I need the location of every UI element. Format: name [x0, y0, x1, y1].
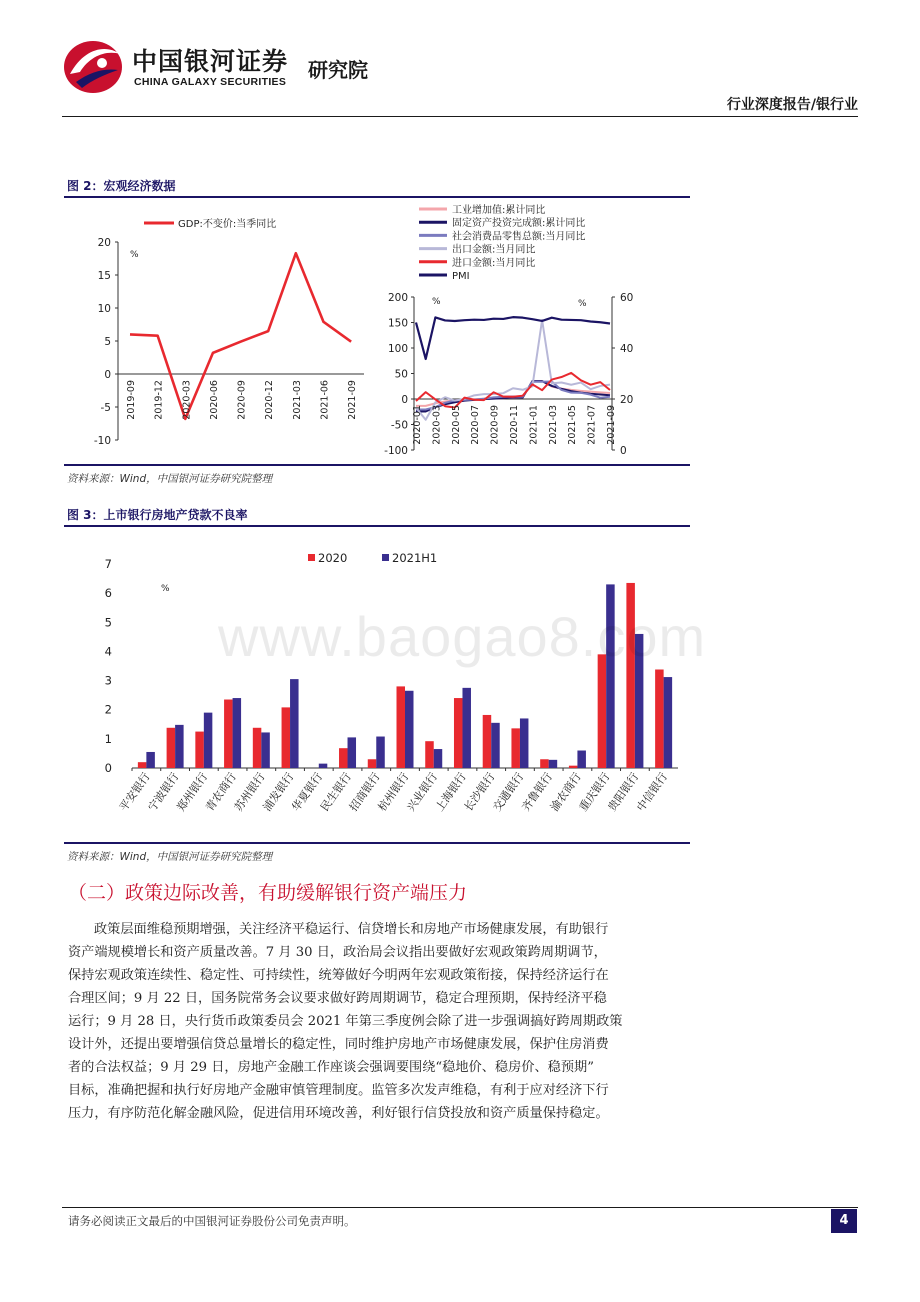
gdp-y-tick-label: 20	[97, 237, 111, 249]
macro-x-tick-label: 2021-03	[547, 405, 559, 445]
npl-bar	[253, 728, 262, 768]
gdp-y-tick-label: -5	[100, 402, 111, 414]
npl-bar	[434, 749, 443, 768]
npl-category-label: 齐鲁银行	[519, 770, 556, 814]
body-line: 保持宏观政策连续性、稳定性、可持续性，统筹做好今明两年宏观政策衔接，保持经济运行在	[68, 968, 609, 983]
macro-left-tick-label: 150	[387, 317, 408, 330]
logo-chinese-name: 中国银河证券	[132, 47, 289, 76]
footer-disclaimer: 请务必阅读正文最后的中国银河证券股份公司免责声明。	[68, 1214, 356, 1228]
npl-bar	[138, 762, 147, 768]
npl-bar	[577, 751, 586, 768]
macro-x-tick-label: 2020-07	[470, 405, 482, 445]
gdp-y-tick-label: 0	[104, 369, 111, 381]
npl-category-label: 中信银行	[634, 770, 671, 814]
macro-left-tick-label: 100	[387, 343, 408, 355]
gdp-x-tick-label: 2020-12	[264, 380, 276, 420]
body-line: 资产端规模增长和资产质量改善。7 月 30 日，政治局会议指出要做好宏观政策跨周期调节，	[68, 945, 607, 960]
npl-bar	[224, 700, 233, 768]
npl-category-label: 招商银行	[346, 770, 383, 814]
npl-category-label: 民生银行	[318, 770, 354, 814]
npl-category-label: 长沙银行	[461, 770, 498, 814]
npl-y-tick-label: 4	[104, 644, 112, 659]
npl-bar	[261, 732, 270, 768]
npl-bar	[233, 698, 242, 768]
npl-bar	[569, 766, 578, 768]
npl-category-label: 宁波银行	[145, 770, 182, 814]
logo-english-name: CHINA GALAXY SECURITIES	[134, 76, 287, 88]
npl-bar	[405, 691, 414, 768]
body-line: 者的合法权益；9 月 29 日，房地产金融工作座谈会强调要围绕“稳地价、稳房价、稳预期”	[68, 1060, 594, 1075]
gdp-legend-label: GDP:不变价:当季同比	[178, 219, 277, 230]
npl-bar	[511, 728, 520, 768]
macro-x-tick-label: 2020-11	[509, 405, 520, 445]
gdp-x-tick-label: 2019-12	[153, 380, 165, 420]
npl-bar	[425, 741, 434, 768]
npl-bar	[339, 748, 348, 768]
npl-bar	[540, 759, 549, 768]
watermark: www.baogao8.com	[218, 605, 707, 668]
gdp-x-tick-label: 2020-03	[181, 380, 193, 420]
npl-bar	[204, 713, 213, 768]
macro-x-tick-label: 2021-01	[528, 405, 540, 445]
macro-x-tick-label: 2020-03	[431, 405, 443, 445]
gdp-y-tick-label: 15	[97, 270, 111, 282]
npl-legend-label: 2021H1	[392, 551, 438, 565]
macro-right-tick-label: 20	[620, 394, 634, 406]
npl-bar	[491, 723, 500, 768]
figure3-source: 资料来源：Wind，中国银河证券研究院整理	[67, 851, 273, 863]
npl-bar	[368, 759, 377, 768]
section-body	[68, 918, 693, 1125]
npl-category-label: 杭州银行	[375, 770, 412, 814]
npl-category-label: 上海银行	[433, 770, 469, 814]
npl-bar	[664, 677, 673, 768]
gdp-x-tick-label: 2021-03	[291, 380, 303, 420]
npl-bar	[282, 707, 291, 768]
macro-x-tick-label: 2021-05	[567, 405, 579, 445]
npl-y-tick-label: 6	[104, 586, 112, 601]
npl-unit-label: %	[161, 584, 170, 594]
macro-legend-label: 出口金额:当月同比	[452, 244, 536, 256]
section-title: （二）政策边际改善，有助缓解银行资产端压力	[68, 882, 468, 904]
npl-bar	[290, 679, 299, 768]
npl-legend-swatch	[382, 554, 389, 561]
body-line: 合理区间；9 月 22 日，国务院常务会议要求做好跨周期调节，稳定合理预期，保持经济平稳	[68, 991, 607, 1006]
npl-legend-swatch	[308, 554, 315, 561]
macro-x-tick-label: 2020-09	[489, 405, 501, 445]
header-rule	[62, 116, 858, 117]
macro-x-tick-label: 2021-07	[586, 405, 598, 445]
macro-x-tick-label: 2021-09	[606, 405, 617, 445]
npl-category-label: 苏州银行	[231, 770, 268, 814]
macro-right-tick-label: 0	[620, 445, 627, 457]
macro-chart	[374, 200, 690, 462]
figure3-title: 图 3：上市银行房地产贷款不良率	[67, 508, 248, 522]
macro-left-tick-label: 0	[401, 394, 408, 406]
body-line: 运行；9 月 28 日，央行货币政策委员会 2021 年第三季度例会除了进一步强调搞好跨周期政策	[68, 1014, 623, 1029]
npl-y-tick-label: 3	[104, 673, 112, 688]
npl-bar	[319, 764, 328, 768]
npl-bar	[146, 752, 155, 768]
gdp-y-tick-label: -10	[93, 435, 111, 447]
logo-institute: 研究院	[308, 58, 368, 82]
npl-bar	[454, 698, 463, 768]
figure3-bottom-rule	[64, 842, 690, 844]
gdp-x-tick-label: 2020-09	[236, 380, 248, 420]
macro-left-tick-label: 50	[394, 368, 408, 381]
npl-y-tick-label: 2	[104, 702, 112, 717]
npl-bar	[549, 760, 558, 768]
npl-bar	[376, 737, 385, 768]
npl-category-label: 重庆银行	[576, 770, 613, 814]
gdp-chart	[64, 200, 374, 462]
npl-category-label: 贵阳银行	[605, 770, 642, 814]
gdp-y-tick-label: 5	[104, 336, 111, 348]
body-line: 压力，有序防范化解金融风险，促进信用环境改善，利好银行信贷投放和资产质量保持稳定。	[68, 1106, 609, 1121]
npl-category-label: 浦发银行	[260, 770, 297, 814]
figure3-top-rule	[64, 525, 690, 527]
body-line: 政策层面维稳预期增强，关注经济平稳运行、信贷增长和房地产市场健康发展，有助银行	[94, 922, 609, 937]
macro-legend-label: 社会消费品零售总额:当月同比	[452, 231, 586, 243]
npl-chart	[64, 530, 690, 840]
npl-category-label: 华夏银行	[289, 770, 326, 814]
npl-bar	[167, 728, 176, 768]
page-number: 4	[831, 1209, 857, 1233]
gdp-unit-label: %	[130, 250, 139, 260]
macro-left-tick-label: -100	[384, 445, 408, 457]
npl-y-tick-label: 1	[104, 731, 112, 746]
npl-category-label: 平安银行	[116, 770, 153, 814]
npl-y-tick-label: 0	[104, 761, 112, 775]
body-line: 设计外，还提出要增强信贷总量增长的稳定性，同时维护房地产市场健康发展，保护住房消费	[68, 1037, 609, 1052]
macro-legend-label: 进口金额:当月同比	[452, 257, 536, 269]
npl-bar	[348, 737, 357, 768]
macro-legend-label: 工业增加值:累计同比	[452, 205, 546, 216]
npl-category-label: 郑州银行	[174, 770, 211, 814]
npl-category-label: 青农商行	[203, 770, 240, 814]
macro-x-tick-label: 2020-01	[412, 405, 423, 445]
npl-bar	[483, 715, 492, 768]
npl-y-tick-label: 5	[104, 615, 112, 630]
gdp-x-tick-label: 2021-09	[347, 380, 359, 420]
macro-right-tick-label: 60	[620, 292, 634, 304]
npl-category-label: 兴业银行	[404, 770, 441, 814]
npl-bar	[598, 654, 607, 768]
body-line: 目标，准确把握和执行好房地产金融审慎管理制度。监管多次发声维稳，有利于应对经济下行	[68, 1083, 609, 1098]
macro-left-tick-label: -50	[390, 419, 408, 432]
gdp-y-tick-label: 10	[97, 303, 111, 315]
macro-right-unit-label: %	[578, 299, 587, 309]
npl-bar	[520, 718, 529, 768]
figure2-source: 资料来源：Wind，中国银河证券研究院整理	[67, 473, 273, 485]
npl-category-label: 交通银行	[490, 770, 527, 814]
macro-left-tick-label: 200	[387, 292, 408, 304]
npl-bar	[175, 725, 184, 768]
footer-rule	[62, 1207, 858, 1208]
macro-right-tick-label: 40	[620, 343, 634, 355]
npl-y-tick-label: 7	[104, 557, 112, 571]
npl-bar	[397, 686, 406, 768]
npl-bar	[462, 688, 471, 768]
report-type: 行业深度报告/银行业	[726, 97, 858, 113]
npl-bar	[195, 732, 204, 768]
figure2-bottom-rule	[64, 464, 690, 466]
npl-category-label: 渝农商行	[547, 770, 584, 814]
figure2-top-rule	[64, 196, 690, 198]
figure2-title: 图 2：宏观经济数据	[67, 179, 176, 193]
npl-legend-label: 2020	[318, 551, 348, 565]
macro-x-tick-label: 2020-05	[450, 405, 462, 445]
npl-bar	[655, 669, 664, 768]
gdp-x-tick-label: 2019-09	[126, 380, 137, 420]
gdp-x-tick-label: 2020-06	[208, 380, 220, 420]
macro-legend-label: 固定资产投资完成额:累计同比	[452, 218, 586, 230]
gdp-x-tick-label: 2021-06	[319, 380, 331, 420]
macro-left-unit-label: %	[432, 297, 441, 307]
macro-series-line	[416, 317, 610, 359]
macro-legend-label: PMI	[452, 271, 470, 282]
galaxy-logo-icon	[62, 38, 124, 96]
